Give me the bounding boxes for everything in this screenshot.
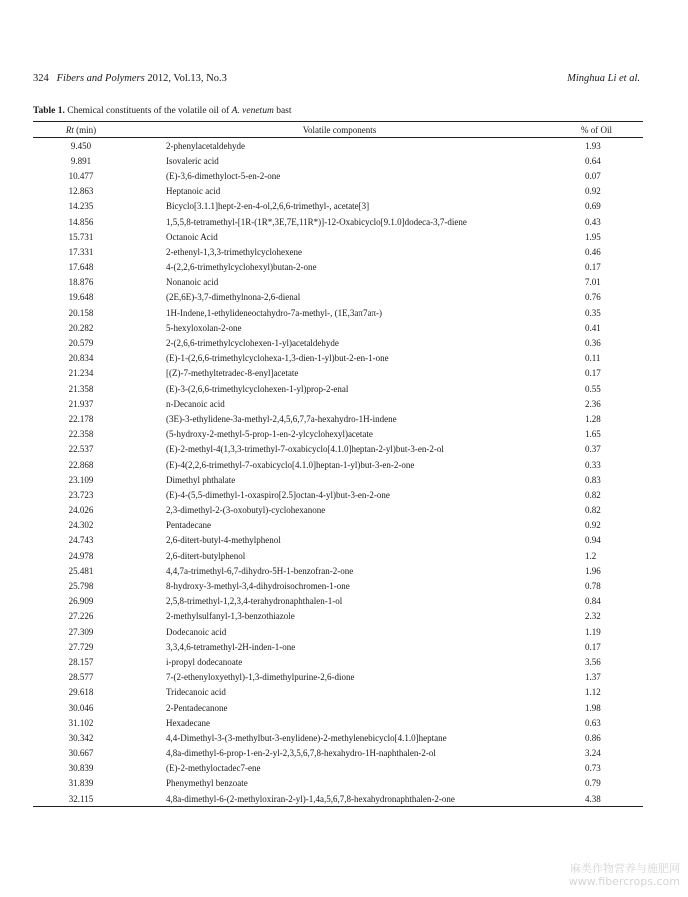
caption-text: Chemical constituents of the volatile oil of xyxy=(67,106,230,116)
cell-percent: 1.95 xyxy=(585,231,601,242)
cell-percent: 0.79 xyxy=(585,778,601,789)
cell-rt: 30.839 xyxy=(68,763,94,774)
cell-percent: 1.2 xyxy=(585,550,597,561)
table-row xyxy=(33,427,643,442)
table-body xyxy=(33,138,643,807)
table-row xyxy=(33,335,643,350)
page-number: 324 xyxy=(33,73,49,84)
cell-rt: 17.648 xyxy=(68,262,94,273)
cell-percent: 0.84 xyxy=(585,596,601,607)
cell-percent: 0.73 xyxy=(585,763,601,774)
cell-rt: 15.731 xyxy=(68,231,94,242)
cell-rt: 27.729 xyxy=(68,641,94,652)
cell-component: (E)-3,6-dimethyloct-5-en-2-one xyxy=(166,170,281,181)
cell-component: 2,5,8-trimethyl-1,2,3,4-terahydronaphthalen-1-ol xyxy=(166,596,343,607)
cell-component: 1H-Indene,1-ethylideneoctahydro-7a-methyl-, (1E,3aπ7aπ-) xyxy=(166,307,382,318)
cell-component: 2-Pentadecanone xyxy=(166,702,228,713)
table-row xyxy=(33,578,643,593)
cell-percent: 2.32 xyxy=(585,611,601,622)
table-row xyxy=(33,320,643,335)
cell-component: 8-hydroxy-3-methyl-3,4-dihydroisochromen-1-one xyxy=(166,581,350,592)
cell-percent: 0.55 xyxy=(585,383,601,394)
volume-info: 2012, Vol.13, No.3 xyxy=(147,73,227,84)
running-header xyxy=(33,73,640,89)
cell-component: Pentadecane xyxy=(166,520,211,531)
cell-component: (5-hydroxy-2-methyl-5-prop-1-en-2-ylcyclohexyl)acetate xyxy=(166,429,373,440)
cell-component: 4,4,7a-trimethyl-6,7-dihydro-5H-1-benzofran-2-one xyxy=(166,565,354,576)
cell-rt: 29.618 xyxy=(68,687,94,698)
cell-component: (E)-3-(2,6,6-trimethylcyclohexen-1-yl)prop-2-enal xyxy=(166,383,349,394)
watermark-line-2: www.fibercrops.com xyxy=(568,875,680,888)
cell-percent: 7.01 xyxy=(585,277,601,288)
cell-rt: 28.157 xyxy=(68,656,94,667)
cell-component: Hexadecane xyxy=(166,717,210,728)
table-row xyxy=(33,411,643,426)
caption-species: A. venetum xyxy=(231,106,274,116)
cell-percent: 0.33 xyxy=(585,459,601,470)
table-label: Table 1. xyxy=(33,106,65,116)
cell-percent: 0.92 xyxy=(585,520,601,531)
table-row xyxy=(33,594,643,609)
site-watermark xyxy=(569,862,680,888)
cell-percent: 0.46 xyxy=(585,246,601,257)
cell-rt: 20.158 xyxy=(68,307,94,318)
table-row xyxy=(33,244,643,259)
cell-percent: 0.17 xyxy=(585,262,601,273)
table-row xyxy=(33,138,643,154)
table-row xyxy=(33,776,643,791)
cell-rt: 18.876 xyxy=(68,277,94,288)
cell-component: (3E)-3-ethylidene-3a-methyl-2,4,5,6,7,7a-hexahydro-1H-indene xyxy=(166,413,397,424)
cell-rt: 24.743 xyxy=(68,535,94,546)
table-row xyxy=(33,168,643,183)
table-row xyxy=(33,381,643,396)
cell-percent: 1.28 xyxy=(585,413,601,424)
cell-rt: 31.839 xyxy=(68,778,94,789)
cell-component: 7-(2-ethenyloxyethyl)-1,3-dimethylpurine-2,6-dione xyxy=(166,672,355,683)
table-row xyxy=(33,229,643,244)
journal-name: Fibers and Polymers xyxy=(56,73,145,84)
table-row xyxy=(33,290,643,305)
cell-percent: 1.19 xyxy=(585,626,601,637)
cell-percent: 1.12 xyxy=(585,687,601,698)
table-row xyxy=(33,487,643,502)
table-row xyxy=(33,533,643,548)
cell-percent: 2.36 xyxy=(585,398,601,409)
table-row xyxy=(33,199,643,214)
cell-rt: 24.302 xyxy=(68,520,94,531)
cell-percent: 0.86 xyxy=(585,732,601,743)
cell-rt: 20.282 xyxy=(68,322,94,333)
table-row xyxy=(33,184,643,199)
table-row xyxy=(33,685,643,700)
cell-rt: 25.798 xyxy=(68,581,94,592)
cell-component: Phenymethyl benzoate xyxy=(166,778,248,789)
cell-rt: 14.235 xyxy=(68,201,94,212)
header-rt-symbol: Rt xyxy=(65,124,74,135)
cell-component: 5-hexyloxolan-2-one xyxy=(166,322,242,333)
header-rt xyxy=(33,122,129,138)
table-row xyxy=(33,609,643,624)
cell-component: 4,8a-dimethyl-6-prop-1-en-2-yl-2,3,5,6,7,8-hexahydro-1H-naphthalen-2-ol xyxy=(166,748,436,759)
table-row xyxy=(33,442,643,457)
cell-component: 2-ethenyl-1,3,3-trimethylcyclohexene xyxy=(166,246,302,257)
cell-component: 4,4-Dimethyl-3-(3-methylbut-3-enylidene)-2-methylenebicyclo[4.1.0]heptane xyxy=(166,732,447,743)
cell-rt: 21.937 xyxy=(68,398,94,409)
cell-rt: 9.891 xyxy=(70,155,92,166)
table-row xyxy=(33,153,643,168)
table-row xyxy=(33,260,643,275)
cell-percent: 3.56 xyxy=(585,656,601,667)
cell-percent: 0.64 xyxy=(585,155,601,166)
table-row xyxy=(33,366,643,381)
table-row xyxy=(33,791,643,807)
cell-percent: 0.69 xyxy=(585,201,601,212)
table-row xyxy=(33,396,643,411)
cell-component: 2,6-ditert-butyl-4-methylphenol xyxy=(166,535,281,546)
cell-percent: 1.65 xyxy=(585,429,601,440)
cell-percent: 1.96 xyxy=(585,565,601,576)
table-caption xyxy=(33,106,292,116)
cell-component: Heptanoic acid xyxy=(166,186,221,197)
cell-component: (E)-1-(2,6,6-trimethylcyclohexa-1,3-dien-1-yl)but-2-en-1-one xyxy=(166,353,389,364)
cell-percent: 0.83 xyxy=(585,474,601,485)
cell-rt: 28.577 xyxy=(68,672,94,683)
cell-rt: 30.046 xyxy=(68,702,94,713)
cell-component: 2-methylsulfanyl-1,3-benzothiazole xyxy=(166,611,295,622)
cell-rt: 31.102 xyxy=(68,717,94,728)
cell-rt: 23.109 xyxy=(68,474,94,485)
cell-percent: 1.37 xyxy=(585,672,601,683)
cell-rt: 22.868 xyxy=(68,459,94,470)
table-row xyxy=(33,639,643,654)
cell-component: i-propyl dodecanoate xyxy=(166,656,243,667)
cell-percent: 0.63 xyxy=(585,717,601,728)
cell-component: 4,8a-dimethyl-6-(2-methyloxiran-2-yl)-1,4a,5,6,7,8-hexahydronaphthalen-2-one xyxy=(129,791,550,807)
watermark-line-1: 麻类作物营养与施肥网 xyxy=(570,862,680,875)
cell-component: Tridecanoic acid xyxy=(166,687,226,698)
cell-rt: 27.309 xyxy=(68,626,94,637)
cell-rt: 32.115 xyxy=(33,791,129,807)
cell-percent: 0.36 xyxy=(585,338,601,349)
cell-percent: 0.37 xyxy=(585,444,601,455)
cell-component: (E)-2-methyloctadec7-ene xyxy=(166,763,261,774)
table-row xyxy=(33,761,643,776)
cell-rt: 24.026 xyxy=(68,505,94,516)
header-rt-unit: (min) xyxy=(76,124,97,135)
cell-component: (E)-4(2,2,6-trimethyl-7-oxabicyclo[4.1.0]heptan-1-yl)but-3-en-2-one xyxy=(166,459,415,470)
cell-rt: 10.477 xyxy=(68,170,94,181)
cell-rt: 19.648 xyxy=(68,292,94,303)
table-row xyxy=(33,548,643,563)
cell-rt: 22.537 xyxy=(68,444,94,455)
cell-component: Bicyclo[3.1.1]hept-2-en-4-ol,2,6,6-trimethyl-, acetate[3] xyxy=(166,201,370,212)
cell-percent: 0.17 xyxy=(585,368,601,379)
cell-component: Nonanoic acid xyxy=(166,277,219,288)
cell-percent: 0.35 xyxy=(585,307,601,318)
cell-component: 4-(2,2,6-trimethylcyclohexyl)butan-2-one xyxy=(166,262,317,273)
cell-rt: 30.667 xyxy=(68,748,94,759)
cell-rt: 12.863 xyxy=(68,186,94,197)
table-row xyxy=(33,503,643,518)
cell-component: Octanoic Acid xyxy=(166,231,218,242)
cell-component: 2-phenylacetaldehyde xyxy=(166,140,245,151)
cell-rt: 30.342 xyxy=(68,732,94,743)
volatile-components-table xyxy=(33,121,643,807)
cell-rt: 20.579 xyxy=(68,338,94,349)
caption-suffix: bast xyxy=(276,106,292,116)
cell-percent: 0.76 xyxy=(585,292,601,303)
header-left xyxy=(33,73,227,84)
cell-component: (E)-2-methyl-4(1,3,3-trimethyl-7-oxabicyclo[4.1.0]heptan-2-yl)but-3-en-2-ol xyxy=(166,444,444,455)
cell-rt: 27.226 xyxy=(68,611,94,622)
cell-percent: 0.94 xyxy=(585,535,601,546)
cell-percent: 0.78 xyxy=(585,581,601,592)
cell-component: 2,3-dimethyl-2-(3-oxobutyl)-cyclohexanone xyxy=(166,505,326,516)
table-row xyxy=(33,351,643,366)
header-percent: % of Oil xyxy=(550,122,643,138)
cell-percent: 0.17 xyxy=(585,641,601,652)
cell-percent: 0.82 xyxy=(585,505,601,516)
cell-component: Dodecanoic acid xyxy=(166,626,227,637)
table-row xyxy=(33,624,643,639)
table-row xyxy=(33,700,643,715)
cell-percent: 0.11 xyxy=(585,353,601,364)
cell-rt: 25.481 xyxy=(68,565,94,576)
cell-component: 2-(2,6,6-trimethylcyclohexen-1-yl)acetaldehyde xyxy=(166,338,339,349)
table-row xyxy=(33,563,643,578)
cell-component: (E)-4-(5,5-dimethyl-1-oxaspiro[2.5]octan-4-yl)but-3-en-2-one xyxy=(166,489,390,500)
table-row xyxy=(33,457,643,472)
table-row xyxy=(33,654,643,669)
cell-percent: 0.82 xyxy=(585,489,601,500)
table-header-row xyxy=(33,122,643,138)
cell-rt: 22.178 xyxy=(68,413,94,424)
cell-rt: 14.856 xyxy=(68,216,94,227)
table-row xyxy=(33,730,643,745)
cell-percent: 0.41 xyxy=(585,322,601,333)
cell-rt: 20.834 xyxy=(68,353,94,364)
table-row xyxy=(33,518,643,533)
cell-percent: 4.38 xyxy=(550,791,643,807)
header-components: Volatile components xyxy=(129,122,550,138)
cell-component: (2E,6E)-3,7-dimethylnona-2,6-dienal xyxy=(166,292,301,303)
cell-rt: 26.909 xyxy=(68,596,94,607)
table-row xyxy=(33,670,643,685)
cell-rt: 24.978 xyxy=(68,550,94,561)
table-row xyxy=(33,715,643,730)
cell-component: Dimethyl phthalate xyxy=(166,474,236,485)
table-row xyxy=(33,472,643,487)
cell-component: 1,5,5,8-tetramethyl-[1R-(1R*,3E,7E,11R*)]-12-Oxabicyclo[9.1.0]dodeca-3,7-diene xyxy=(166,216,467,227)
table-row xyxy=(33,275,643,290)
cell-component: 2,6-ditert-butylphenol xyxy=(166,550,246,561)
cell-percent: 0.43 xyxy=(585,216,601,227)
cell-rt: 9.450 xyxy=(70,140,92,151)
cell-component: n-Decanoic acid xyxy=(166,398,225,409)
cell-component: [(Z)-7-methyltetradec-8-enyl]acetate xyxy=(166,368,299,379)
cell-rt: 21.234 xyxy=(68,368,94,379)
cell-percent: 1.98 xyxy=(585,702,601,713)
cell-rt: 22.358 xyxy=(68,429,94,440)
cell-component: 3,3,4,6-tetramethyl-2H-inden-1-one xyxy=(166,641,296,652)
header-authors: Minghua Li et al. xyxy=(567,73,640,84)
cell-rt: 21.358 xyxy=(68,383,94,394)
cell-rt: 23.723 xyxy=(68,489,94,500)
cell-percent: 1.93 xyxy=(585,140,601,151)
table-row xyxy=(33,746,643,761)
cell-percent: 0.07 xyxy=(585,170,601,181)
cell-percent: 0.92 xyxy=(585,186,601,197)
table-row xyxy=(33,305,643,320)
table-row xyxy=(33,214,643,229)
cell-percent: 3.24 xyxy=(585,748,601,759)
cell-rt: 17.331 xyxy=(68,246,94,257)
cell-component: Isovaleric acid xyxy=(166,155,219,166)
